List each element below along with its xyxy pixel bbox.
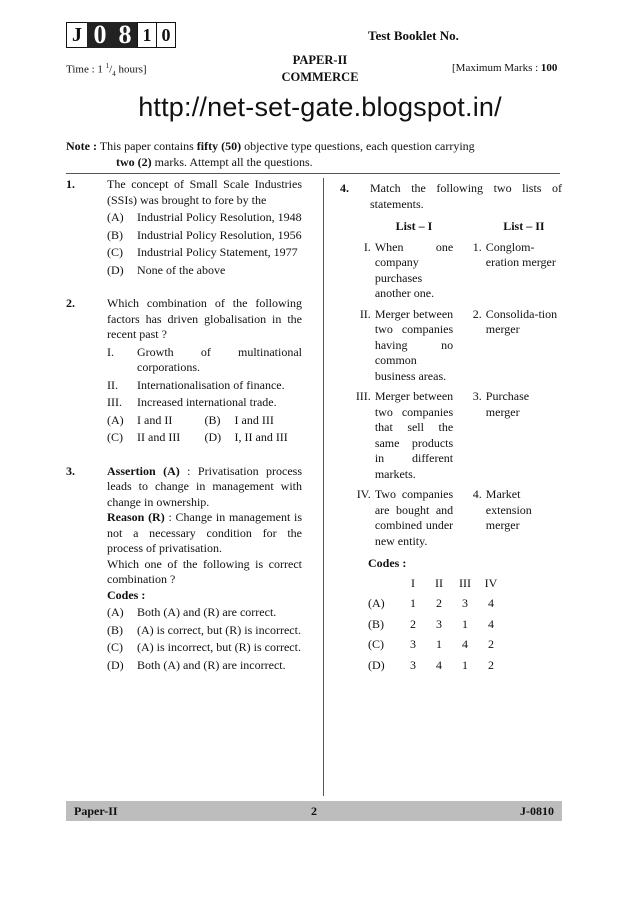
option-label: (A): [107, 605, 124, 619]
question-number: 2.: [66, 296, 75, 310]
paper-title: [250, 52, 390, 86]
options-row-1: [107, 413, 302, 429]
code-char-3: 8: [112, 22, 138, 48]
list-2-text: Market extension merger: [485, 487, 532, 532]
codes-header: III: [459, 575, 471, 590]
booklet-code-boxes: [66, 22, 175, 48]
note-text-3: marks. Attempt all the questions.: [151, 155, 313, 169]
code-value: 3: [410, 637, 416, 651]
option-text: Industrial Policy Resolution, 1948: [137, 210, 302, 224]
codes-table: [368, 576, 504, 679]
code-option-label: (B): [368, 616, 384, 631]
code-value: 3: [462, 596, 468, 610]
option-label: (B): [107, 227, 123, 242]
statement-label: I.: [107, 344, 114, 359]
time-frac-den: 4: [112, 69, 116, 78]
list-2-text: Conglom-eration merger: [485, 239, 556, 269]
max-marks-label: [Maximum Marks :: [452, 62, 541, 74]
reason: [107, 510, 302, 557]
code-option-label: (A): [368, 596, 385, 610]
list-1-number: I.: [363, 239, 371, 254]
option-text: Industrial Policy Resolution, 1956: [137, 227, 302, 242]
codes-header-row: [368, 576, 504, 597]
list-1-number: II.: [359, 306, 371, 321]
list-1-number: III.: [355, 389, 371, 403]
option-text: I, II and III: [234, 430, 288, 444]
option-label: (C): [107, 245, 123, 259]
match-row-1: [340, 240, 562, 307]
codes-label: Codes :: [368, 556, 407, 570]
codes-row-d: [368, 658, 504, 679]
footer-paper: Paper-II: [74, 803, 118, 818]
codes-header: II: [435, 575, 443, 590]
option-label: (D): [204, 430, 222, 444]
assertion-label: Assertion (A): [107, 463, 180, 478]
option-a: [107, 210, 302, 226]
codes-row-b: [368, 617, 504, 638]
option-text: (A) is incorrect, but (R) is correct.: [137, 640, 301, 654]
footer-page-number: 2: [311, 803, 317, 818]
code-value: 2: [410, 616, 416, 631]
options-row-2: [107, 430, 302, 446]
statement-text: Increased international trade.: [137, 395, 277, 409]
max-marks-value: 100: [540, 62, 558, 74]
match-row-2: [340, 307, 562, 390]
codes-header: I: [411, 575, 415, 590]
statement-text: Growth of multinational corporations.: [137, 344, 302, 374]
code-char-5: 0: [156, 22, 176, 48]
list-2-number: 3.: [472, 389, 482, 403]
code-value: 4: [488, 596, 494, 610]
option-b: [107, 228, 302, 244]
question-1: [66, 177, 302, 278]
max-marks: [452, 62, 557, 74]
option-d: [107, 263, 302, 279]
statement-3: [107, 395, 302, 411]
column-divider: [323, 178, 324, 796]
header-divider: [66, 173, 560, 174]
statement-2: [107, 378, 302, 394]
option-label: (C): [107, 640, 123, 654]
list-1-text: Merger between two companies having no common business areas.: [374, 306, 454, 383]
instructions-note: [66, 138, 560, 170]
code-value: 4: [436, 657, 442, 672]
note-text-1: This paper contains: [96, 139, 197, 153]
statement-1: [107, 345, 302, 376]
list-2-number: 1.: [472, 239, 482, 254]
time-suffix: hours]: [115, 63, 147, 76]
option-text: I and III: [234, 412, 274, 427]
code-value: 1: [462, 657, 468, 672]
option-label: (C): [107, 430, 123, 444]
reason-text: : Change in management is not a necessary condition for the process of privatisation.: [107, 510, 303, 555]
code-value: 2: [488, 657, 494, 672]
statement-text: Internationalisation of finance.: [137, 377, 285, 392]
option-a: [107, 605, 302, 621]
codes-row-c: [368, 637, 504, 658]
page-footer: [66, 801, 562, 821]
codes-label: Codes :: [107, 587, 146, 602]
test-booklet-label: Test Booklet No.: [368, 28, 459, 43]
option-label: (A): [107, 210, 124, 224]
question-number: 1.: [66, 177, 75, 191]
footer-code: J-0810: [520, 803, 554, 818]
codes-header: IV: [484, 575, 498, 590]
statement-label: II.: [107, 377, 118, 392]
option-text: I and II: [137, 412, 173, 427]
codes-row-a: [368, 596, 504, 617]
code-char-1: J: [66, 22, 88, 48]
list-1-number: IV.: [356, 487, 371, 501]
note-bold-1: fifty (50): [196, 139, 242, 153]
time-text: Time : 1: [66, 63, 106, 76]
question-2: [66, 296, 302, 446]
match-row-4: [340, 487, 562, 554]
list-2-text: Purchase merger: [485, 389, 530, 419]
option-label: (D): [107, 657, 124, 672]
question-text: Match the following two lists of statements.: [370, 181, 562, 211]
list-2-number: 4.: [472, 487, 482, 501]
code-char-2: 0: [87, 22, 113, 48]
left-column: [66, 177, 302, 677]
option-label: (B): [107, 622, 123, 637]
list-1-header: List – I: [395, 219, 433, 233]
option-text: Both (A) and (R) are correct.: [137, 605, 277, 619]
statement-label: III.: [107, 395, 122, 409]
question-text: Which one of the following is correct combination ?: [107, 556, 302, 586]
time-label: Time : 1 $^1/_4$ hours]: [66, 62, 147, 78]
question-4: [340, 181, 562, 212]
code-value: 4: [488, 616, 494, 631]
option-b: [205, 413, 303, 429]
assertion: [107, 464, 302, 511]
code-value: 2: [436, 596, 442, 610]
option-c: [107, 245, 302, 261]
code-option-label: (D): [368, 657, 385, 672]
match-row-3: [340, 389, 562, 487]
option-label: (D): [107, 262, 124, 277]
code-value: 2: [488, 637, 494, 651]
code-value: 1: [436, 637, 442, 651]
paper-name: PAPER-II: [292, 53, 348, 67]
question-text: Which combination of the following factors has driven globalisation in the recent past ?: [107, 296, 302, 341]
option-text: II and III: [137, 430, 181, 444]
option-label: (B): [204, 412, 221, 427]
match-table: [340, 218, 562, 554]
question-text: The concept of Small Scale Industries (SSIs) was brought to fore by the: [107, 177, 302, 207]
match-header-row: [340, 218, 562, 240]
option-text: None of the above: [137, 262, 226, 277]
note-bold-2: two (2): [116, 155, 152, 169]
option-text: Both (A) and (R) are incorrect.: [137, 657, 286, 672]
code-option-label: (C): [368, 637, 384, 651]
code-value: 1: [410, 596, 416, 610]
right-column: [340, 181, 562, 678]
code-value: 4: [462, 637, 468, 651]
question-number: 3.: [66, 463, 75, 478]
list-1-text: When one company purchases another one.: [374, 239, 454, 300]
assertion-text: : Privatisation process leads to change in management with change in ownership.: [107, 463, 302, 509]
reason-label: Reason (R): [107, 510, 165, 524]
option-b: [107, 623, 302, 639]
option-d: [205, 430, 303, 446]
code-char-4: 1: [137, 22, 157, 48]
watermark-url: http://net-set-gate.blogspot.in/: [138, 92, 502, 122]
option-a: [107, 413, 205, 429]
option-label: (A): [107, 412, 124, 427]
time-frac-num: 1: [105, 62, 110, 70]
option-d: [107, 658, 302, 674]
note-text-2: objective type questions, each question carrying: [241, 139, 475, 153]
list-2-number: 2.: [472, 306, 482, 321]
option-text: (A) is correct, but (R) is incorrect.: [137, 622, 301, 637]
code-value: 3: [410, 657, 416, 672]
question-number: 4.: [340, 181, 349, 195]
option-c: [107, 640, 302, 656]
note-label: Note :: [66, 139, 97, 153]
option-text: Industrial Policy Statement, 1977: [137, 245, 298, 259]
code-value: 1: [462, 616, 468, 631]
option-c: [107, 430, 205, 446]
list-1-text: Merger between two companies that sell the same products in different markets.: [374, 389, 454, 481]
list-2-header: List – II: [503, 219, 545, 233]
list-1-text: Two companies are bought and combined under new entity.: [374, 487, 454, 548]
subject-name: COMMERCE: [281, 70, 359, 84]
code-value: 3: [436, 616, 442, 631]
list-2-text: Consolida-tion merger: [485, 306, 558, 336]
question-3: [66, 464, 302, 674]
